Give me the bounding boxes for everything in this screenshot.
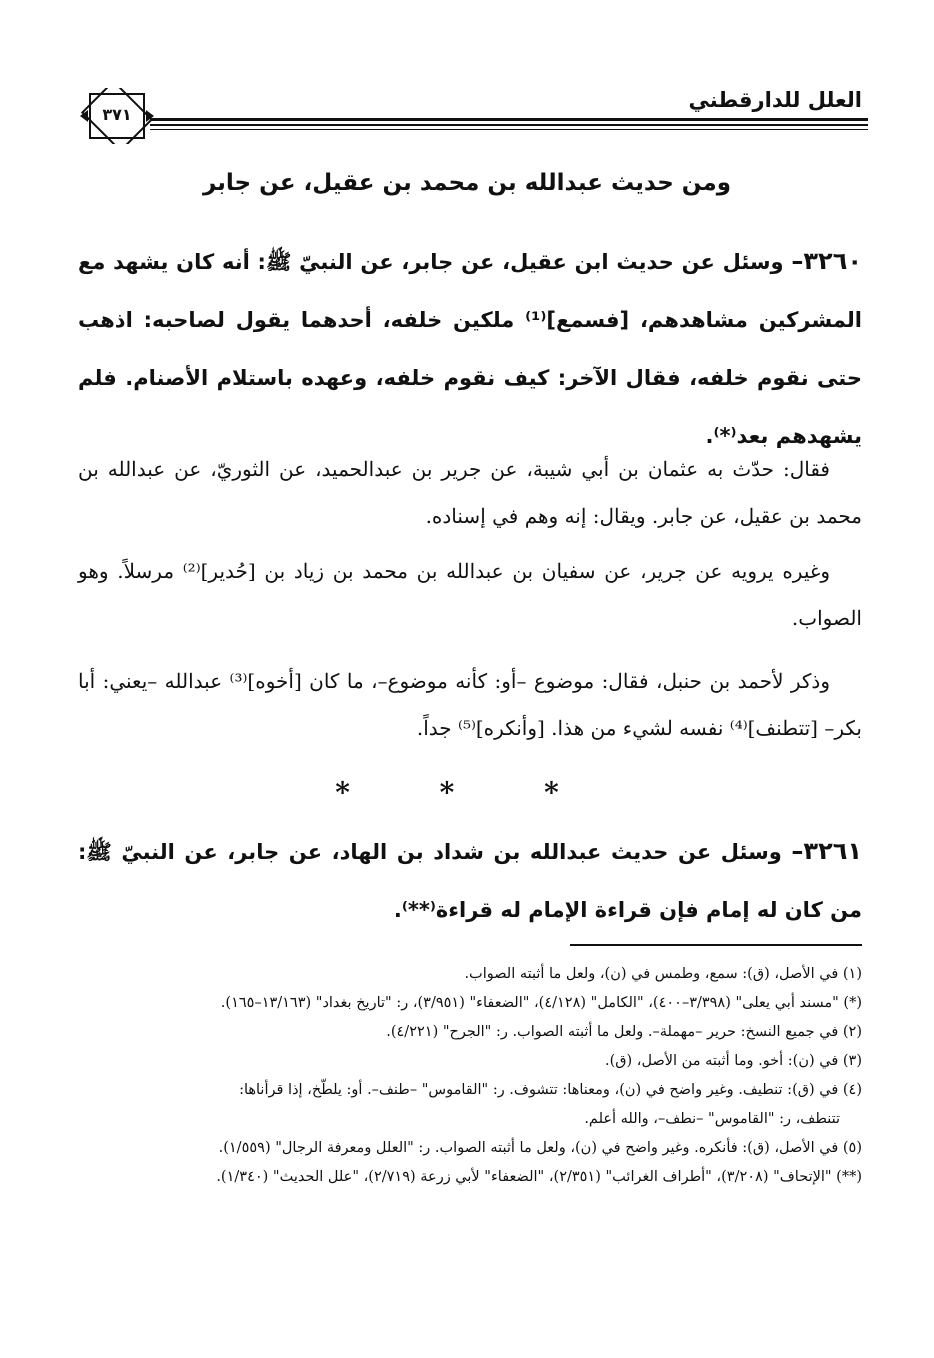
entry-number: ٣٢٦٠–	[791, 247, 862, 275]
section-separator: * * *	[335, 776, 599, 809]
footnote: (١) في الأصل، (ق): سمع، وطمس في (ن)، ولعل ما أثبته الصواب.	[464, 966, 862, 982]
running-title: العلل للدارقطني	[688, 88, 862, 112]
page-number: ٣٧١	[102, 105, 132, 124]
header-rules	[150, 118, 868, 133]
body-paragraph: وذكر لأحمد بن حنبل، فقال: موضوع –أو: كأنه موضوع–، ما كان [أخوه]⁽³⁾ عبدالله –يعني: أبا بكر– [تتطنف]⁽⁴⁾ نفسه لشيء من هذا. [وأنكره]⁽⁵⁾ جداً.	[78, 669, 862, 740]
section-heading: ومن حديث عبدالله بن محمد بن عقيل، عن جابر	[202, 170, 732, 196]
entry-3260	[78, 232, 862, 465]
page-number-badge	[80, 88, 154, 144]
footnote: (**) "الإتحاف" (٣/٢٠٨)، "أطراف الغرائب" (٢/٣٥١)، "الضعفاء" لأبي زرعة (٢/٧١٩)، "علل الحديث" (١/٣٤٠).	[216, 1169, 862, 1185]
body-paragraph: وغيره يرويه عن جرير، عن سفيان بن عبدالله بن محمد بن زياد بن [حُدير]⁽²⁾ مرسلاً. وهو الصواب.	[78, 559, 862, 630]
footnote: (٥) في الأصل، (ق): فأنكره. وغير واضح في (ن)، ولعل ما أثبته الصواب. ر: "العلل ومعرفة الرجال" (١/٥٥٩).	[218, 1140, 862, 1156]
footnote-divider	[570, 944, 862, 946]
footnote: (*) "مسند أبي يعلى" (٣/٣٩٨–٤٠٠)، "الكامل" (٤/١٢٨)، "الضعفاء" (٣/٩٥١)، ر: "تاريخ بغداد" (١٣/١٦٣–١٦٥).	[220, 995, 862, 1011]
entry-3261	[78, 822, 862, 939]
footnote: (٢) في جميع النسخ: حرير –مهملة–. ولعل ما أثبته الصواب. ر: "الجرح" (٤/٢٢١).	[386, 1024, 862, 1040]
entry-text: وسئل عن حديث عبدالله بن شداد بن الهاد، عن جابر، عن النبيّ ﷺ: من كان له إمام فإن قراءة الإمام له قراءة⁽**⁾.	[78, 840, 862, 922]
entry-text: وسئل عن حديث ابن عقيل، عن جابر، عن النبيّ ﷺ: أنه كان يشهد مع المشركين مشاهدهم، [فسمع]⁽¹⁾ ملكين خلفه، أحدهما يقول لصاحبه: اذهب حتى نقوم خلفه، فقال الآخر: كيف نقوم خلفه، وعهده باستلام الأصنام. فلم يشهدهم بعد⁽*⁾.	[78, 250, 862, 448]
footnotes	[78, 960, 862, 1192]
footnote: (٣) في (ن): أخو. وما أثبته من الأصل، (ق).	[605, 1053, 862, 1069]
entry-number: ٣٢٦١–	[791, 837, 863, 865]
footnote-continuation: تتنطف، ر: "القاموس" –نطف–، والله أعلم.	[584, 1111, 840, 1127]
body-paragraph: فقال: حدّث به عثمان بن أبي شيبة، عن جرير بن عبدالحميد، عن الثوريّ، عن عبدالله بن محمد بن عقيل، عن جابر. ويقال: إنه وهم في إسناده.	[78, 457, 862, 528]
footnote: (٤) في (ق): تنطيف. وغير واضح في (ن)، ومعناها: تتشوف. ر: "القاموس" –طنف–. أو: يلطّخ، إذا قرأناها:	[239, 1082, 862, 1098]
